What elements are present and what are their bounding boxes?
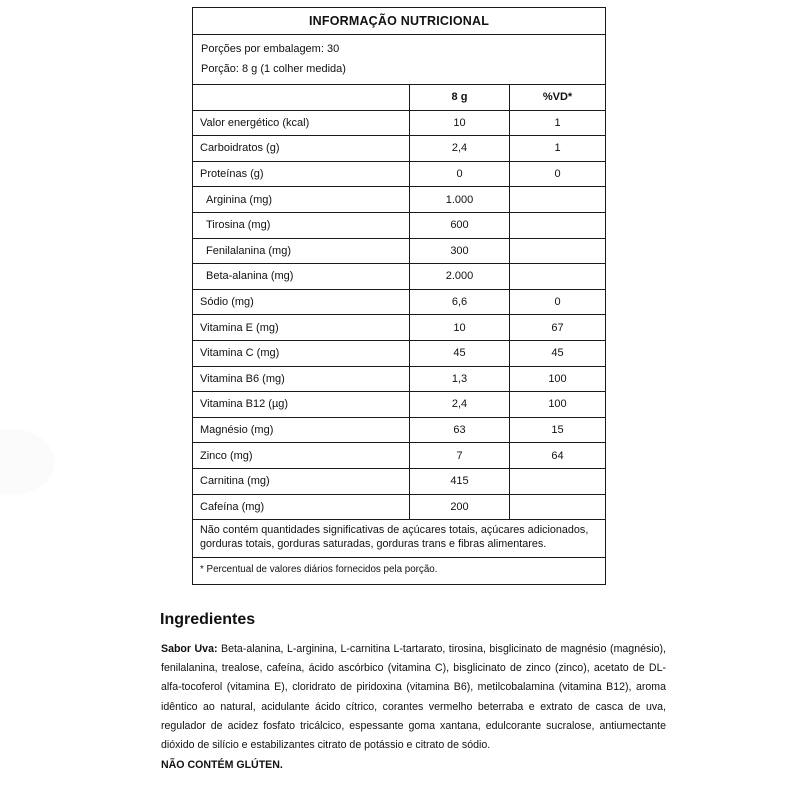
nutrient-amount: 600 bbox=[410, 213, 510, 238]
nutrient-name: Beta-alanina (mg) bbox=[193, 264, 410, 289]
nutrient-name: Cafeína (mg) bbox=[193, 495, 410, 520]
nutrient-row bbox=[193, 111, 605, 137]
nutrient-amount: 10 bbox=[410, 111, 510, 136]
header-dv: %VD* bbox=[542, 91, 573, 104]
ingredients-list: Beta-alanina, L-arginina, L-carnitina L-tartarato, tirosina, bisglicinato de magnésio (magnésio), fenilalanina, trealose, cafeína, ácido ascórbico (vitamina C), bisglicinato de zinco (zinco), acetato de DL-alfa-tocoferol (vitamina E), cloridrato de piridoxina (vitamina B6), metilcobalamina (vitamina B12), aroma idêntico ao natural, acidulante ácido cítrico, corantes vermelho beterraba e extrato de casca de uva, regulador de acidez fosfato tricálcico, espessante goma xantana, edulcorante sucralose, antiumectante dióxido de silício e estabilizantes citrato de potássio e citrato de sódio. bbox=[161, 643, 666, 752]
nutrient-row bbox=[193, 239, 605, 265]
nutrient-name: Arginina (mg) bbox=[193, 187, 410, 212]
nutrient-dv: 15 bbox=[551, 424, 564, 437]
nutrient-dv: 100 bbox=[548, 398, 567, 411]
nutrient-name: Magnésio (mg) bbox=[193, 418, 410, 443]
nutrient-row bbox=[193, 264, 605, 290]
dv-footnote: * Percentual de valores diários fornecidos pela porção. bbox=[200, 564, 438, 576]
nutrition-facts-table bbox=[192, 7, 606, 585]
nutrient-amount: 1,3 bbox=[410, 367, 510, 392]
nutrient-name: Vitamina C (mg) bbox=[193, 341, 410, 366]
nutrient-row bbox=[193, 162, 605, 188]
nutrient-row bbox=[193, 136, 605, 162]
nutrient-name: Carnitina (mg) bbox=[193, 469, 410, 494]
nutrient-dv bbox=[510, 469, 605, 494]
nutrient-dv bbox=[510, 264, 605, 289]
nutrient-row bbox=[193, 290, 605, 316]
nutrient-row bbox=[193, 443, 605, 469]
nutrient-dv: 0 bbox=[554, 296, 561, 309]
header-amount: 8 g bbox=[410, 85, 510, 110]
nutrient-amount: 45 bbox=[410, 341, 510, 366]
not-significant-note: Não contém quantidades significativas de açúcares totais, açúcares adicionados, gorduras totais, gorduras saturadas, gorduras trans e fibras alimentares. bbox=[193, 520, 605, 558]
gluten-warning: NÃO CONTÉM GLÚTEN. bbox=[161, 759, 283, 771]
nutrient-name: Sódio (mg) bbox=[193, 290, 410, 315]
nutrient-dv: 1 bbox=[554, 116, 561, 129]
nutrient-name: Proteínas (g) bbox=[193, 162, 410, 187]
nutrient-row bbox=[193, 315, 605, 341]
serving-size: Porção: 8 g (1 colher medida) bbox=[201, 63, 346, 75]
nutrient-name: Fenilalanina (mg) bbox=[193, 239, 410, 264]
nutrient-dv bbox=[510, 239, 605, 264]
nutrient-amount: 200 bbox=[410, 495, 510, 520]
nutrient-row bbox=[193, 392, 605, 418]
nutrient-amount: 1.000 bbox=[410, 187, 510, 212]
background-blob bbox=[0, 432, 52, 492]
ingredients-text bbox=[161, 640, 666, 755]
nutrient-amount: 2.000 bbox=[410, 264, 510, 289]
nutrient-dv bbox=[510, 187, 605, 212]
nutrient-dv: 45 bbox=[551, 347, 564, 360]
nutrient-dv: 67 bbox=[551, 321, 564, 334]
nutrient-dv bbox=[510, 213, 605, 238]
nutrient-amount: 300 bbox=[410, 239, 510, 264]
nutrient-amount: 2,4 bbox=[410, 136, 510, 161]
nutrient-amount: 7 bbox=[410, 443, 510, 468]
nutrient-dv: 100 bbox=[548, 372, 567, 385]
nutrient-dv: 1 bbox=[554, 142, 561, 155]
nutrient-name: Valor energético (kcal) bbox=[193, 111, 410, 136]
nutrient-amount: 2,4 bbox=[410, 392, 510, 417]
nutrient-row bbox=[193, 367, 605, 393]
nutrient-row bbox=[193, 341, 605, 367]
nutrient-amount: 0 bbox=[410, 162, 510, 187]
nutrient-name: Carboidratos (g) bbox=[193, 136, 410, 161]
flavor-label: Sabor Uva: bbox=[161, 643, 218, 655]
nutrient-amount: 63 bbox=[410, 418, 510, 443]
ingredients-heading: Ingredientes bbox=[160, 611, 256, 628]
table-title: INFORMAÇÃO NUTRICIONAL bbox=[193, 8, 605, 35]
nutrient-dv: 64 bbox=[551, 449, 564, 462]
nutrient-row bbox=[193, 187, 605, 213]
nutrient-dv: 0 bbox=[554, 168, 561, 181]
nutrient-row bbox=[193, 495, 605, 521]
nutrient-row bbox=[193, 418, 605, 444]
table-header-row bbox=[193, 85, 605, 111]
nutrient-amount: 415 bbox=[410, 469, 510, 494]
nutrient-grid bbox=[193, 85, 605, 520]
nutrient-dv bbox=[510, 495, 605, 520]
nutrient-name: Zinco (mg) bbox=[193, 443, 410, 468]
nutrient-amount: 6,6 bbox=[410, 290, 510, 315]
nutrient-name: Vitamina B6 (mg) bbox=[193, 367, 410, 392]
nutrient-amount: 10 bbox=[410, 315, 510, 340]
nutrient-name: Tirosina (mg) bbox=[193, 213, 410, 238]
servings-per-package: Porções por embalagem: 30 bbox=[201, 43, 340, 55]
nutrient-row bbox=[193, 213, 605, 239]
serving-info bbox=[193, 35, 605, 85]
nutrient-name: Vitamina B12 (µg) bbox=[193, 392, 410, 417]
nutrient-row bbox=[193, 469, 605, 495]
header-nutrient bbox=[193, 85, 410, 110]
nutrient-name: Vitamina E (mg) bbox=[193, 315, 410, 340]
